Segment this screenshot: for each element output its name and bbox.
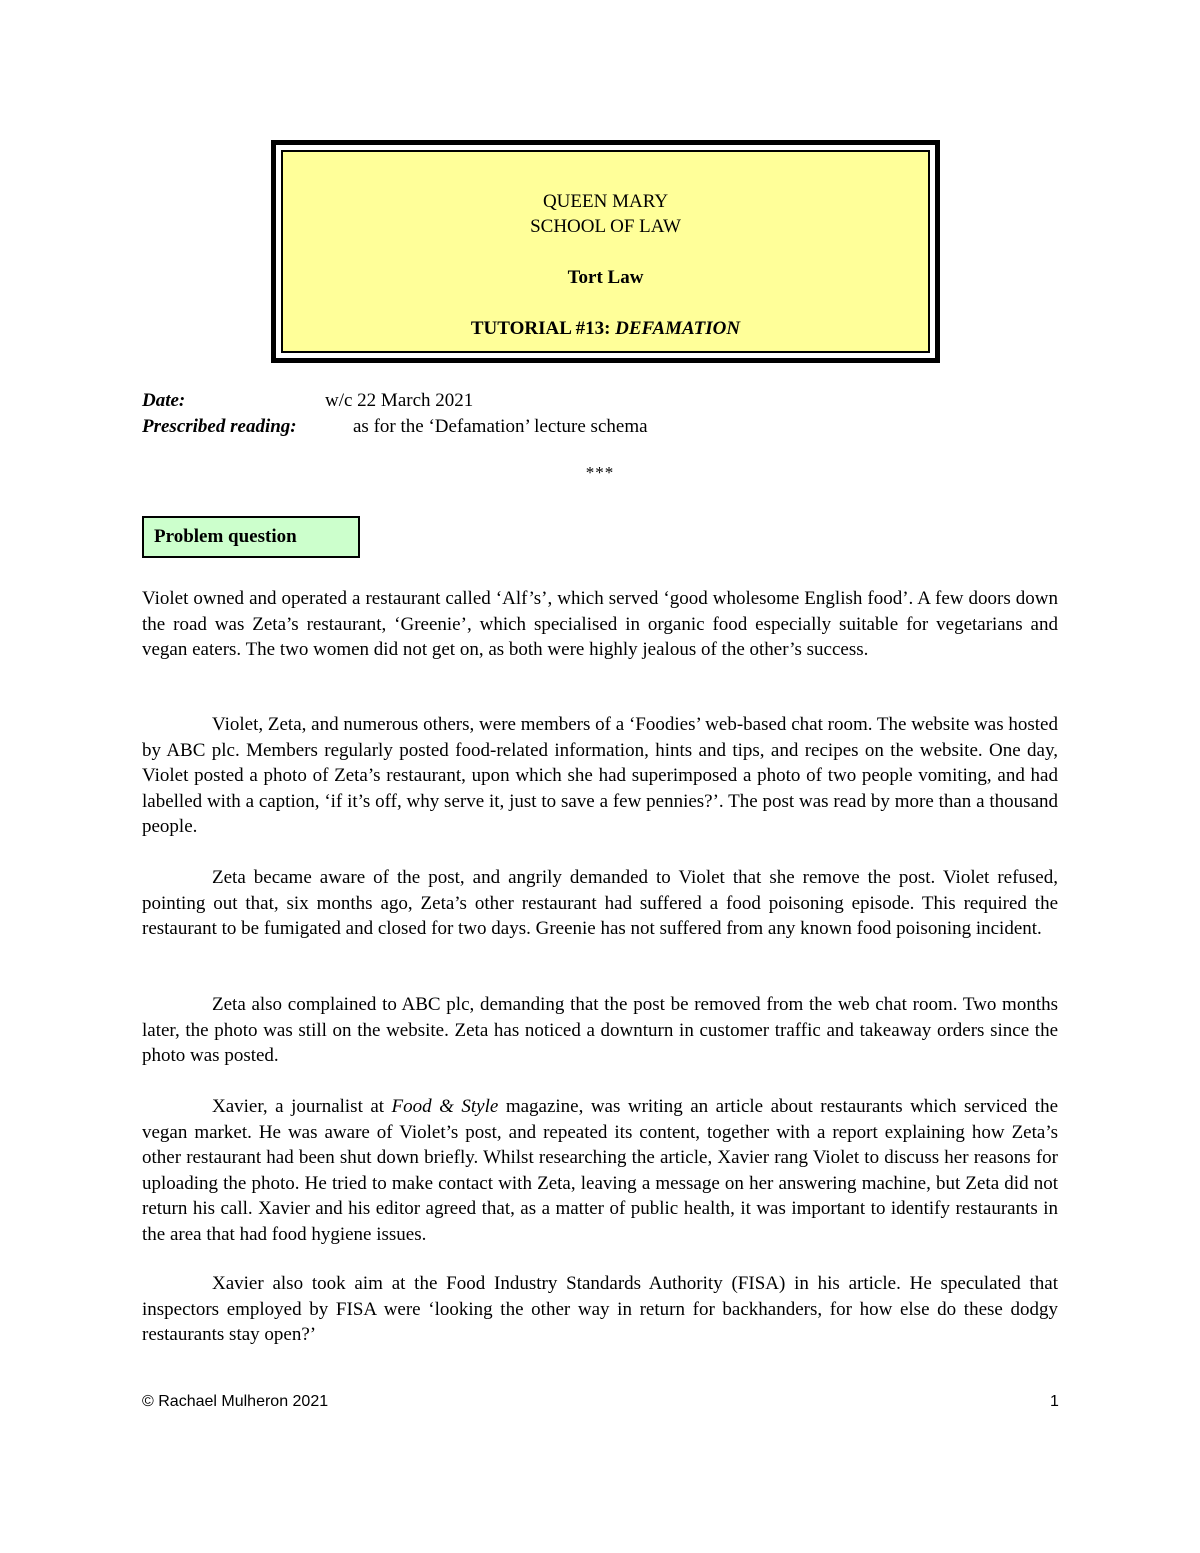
title-box (271, 140, 940, 363)
paragraph-5-start: Xavier, a journalist at (212, 1096, 392, 1117)
section-separator: *** (585, 463, 615, 482)
paragraph-4: Zeta also complained to ABC plc, demanding that the post be removed from the web chat room. Two months later, the photo was still on the website. Zeta has noticed a downturn in customer traffic and takeaway orders since the photo was posted. (142, 994, 1058, 1066)
school-name: SCHOOL OF LAW (530, 216, 681, 237)
tutorial-number: TUTORIAL #13: (470, 318, 616, 339)
paragraph-5-rest: magazine, was writing an article about restaurants which serviced the vegan market. He was aware of Violet’s post, and repeated its content, together with a report explaining how Zeta’s other restaurant had been shut down briefly. Whilst researching the article, Xavier rang Violet to discuss her reasons for uploading the photo. He tried to make contact with Zeta, leaving a message on her answering machine, but Zeta did not return his call. Xavier and his editor agreed that, as a matter of public health, it was important to identify restaurants in the area that had food hygiene issues. (142, 1096, 1058, 1245)
tutorial-topic: DEFAMATION (615, 318, 741, 339)
footer-copyright: © Rachael Mulheron 2021 (142, 1393, 329, 1410)
date-value: w/c 22 March 2021 (325, 390, 474, 411)
institution-name: QUEEN MARY (542, 191, 669, 212)
paragraph-3: Zeta became aware of the post, and angrily demanded to Violet that she remove the post. Violet refused, pointing out that, six months ago, Zeta’s other restaurant had suffered a food poisoning episode. This required the restaurant to be fumigated and closed for two days. Greenie has not suffered from any known food poisoning incident. (142, 867, 1058, 939)
paragraph-5 (142, 1094, 1058, 1247)
tutorial-title (283, 316, 928, 341)
paragraph-1: Violet owned and operated a restaurant called ‘Alf’s’, which served ‘good wholesome English food’. A few doors down the road was Zeta’s restaurant, ‘Greenie’, which specialised in organic food especially suitable for vegetarians and vegan eaters. The two women did not get on, as both were highly jealous of the other’s success. (142, 588, 1058, 660)
magazine-name: Food & Style (391, 1096, 499, 1117)
section-title-box: Problem question (142, 516, 360, 558)
course-name: Tort Law (567, 267, 644, 288)
title-box-inner (281, 150, 930, 353)
reading-value: as for the ‘Defamation’ lecture schema (353, 416, 648, 437)
paragraph-6: Xavier also took aim at the Food Industry Standards Authority (FISA) in his article. He speculated that inspectors employed by FISA were ‘looking the other way in return for backhanders, for how else do these dodgy restaurants stay open?’ (142, 1273, 1058, 1345)
paragraph-2: Violet, Zeta, and numerous others, were members of a ‘Foodies’ web-based chat room. The website was hosted by ABC plc. Members regularly posted food-related information, hints and tips, and recipes on the website. One day, Violet posted a photo of Zeta’s restaurant, upon which she had superimposed a photo of two people vomiting, and had labelled with a caption, ‘if it’s off, why serve it, just to save a few pennies?’. The post was read by more than a thousand people. (142, 714, 1058, 837)
date-label: Date: (142, 390, 186, 411)
reading-label: Prescribed reading: (142, 416, 297, 437)
footer-page-number: 1 (1050, 1393, 1059, 1410)
